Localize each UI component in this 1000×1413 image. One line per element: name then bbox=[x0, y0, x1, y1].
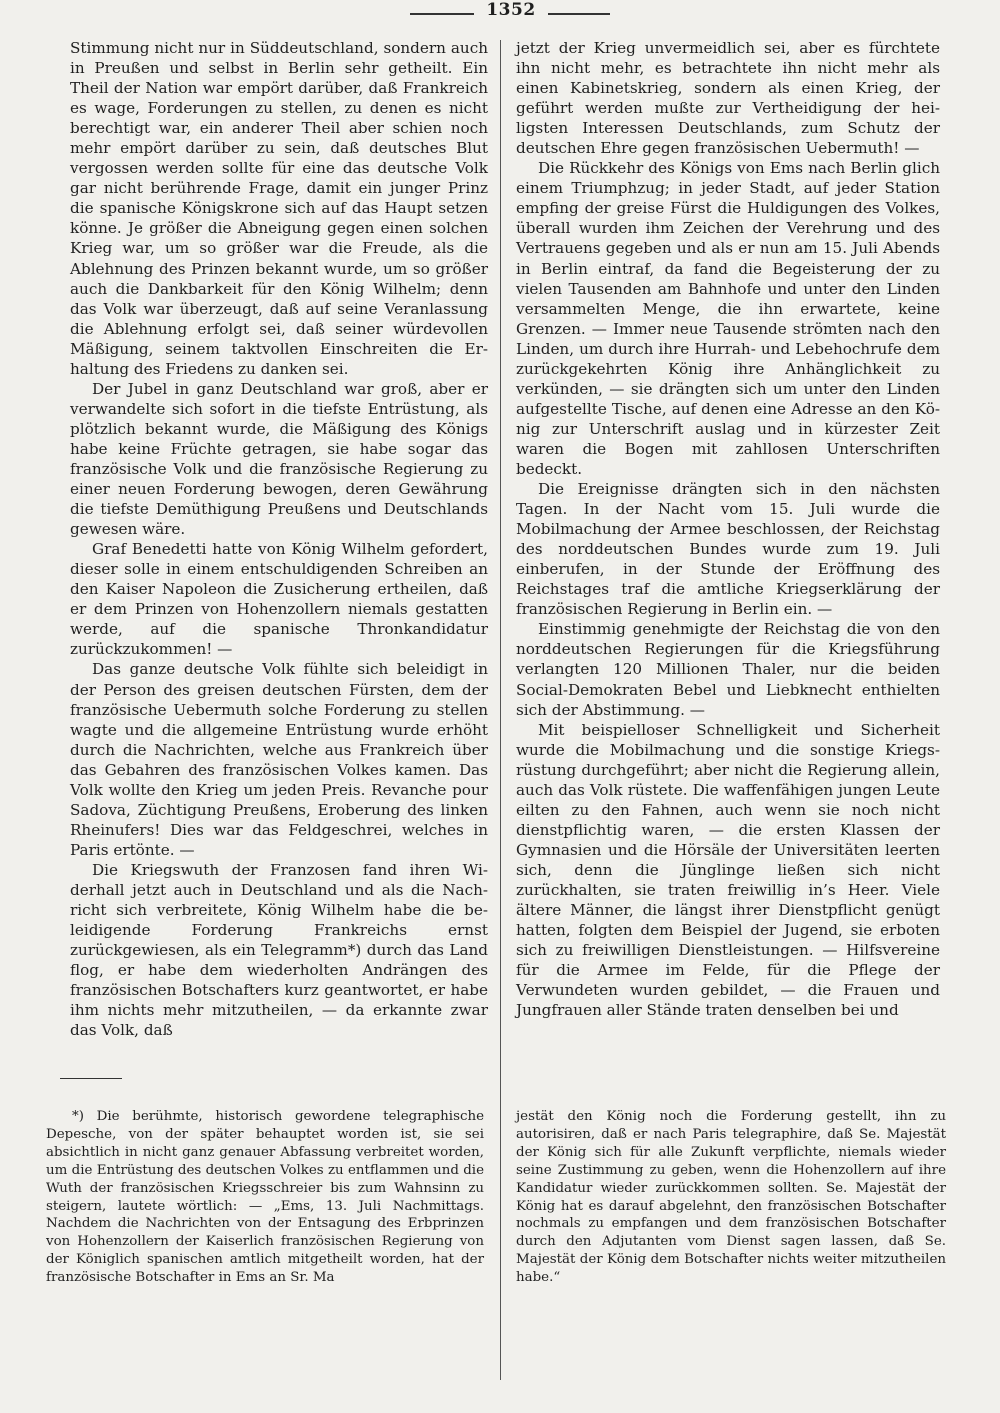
right-paragraph-2: Die Rückkehr des Königs von Ems nach Berlin glich einem Triumphzug; in jeder Stadt, auf jeder Station empfing der greise Fürst die Huldigungen des Volkes, überall wurden ihm Zeichen der Verehrung und des Vertrauens gegeben und als er nun am 15. Juli Abends in Berlin eintraf, da fand die Begeisterung der zu vielen Tausenden am Bahnhofe und unter den Linden versammelten Menge, die ihn erwartete, keine Grenzen. — Immer neue Tausende strömten nach den Linden, um durch ihre Hurrah- und Lebehochrufe dem zurückgekehrten König ihre Anhänglichkeit zu verkünden, — sie drängten sich um unter den Linden aufgestellte Tische, auf denen eine Adresse an den König zur Unterschrift auslag und in kürzester Zeit waren die Bogen mit zahllosen Unterschriften bedeckt. bbox=[516, 159, 940, 478]
footnote-right-column bbox=[516, 1108, 946, 1287]
right-paragraph-5: Mit beispielloser Schnelligkeit und Sicherheit wurde die Mobilmachung und die sonstige Kriegsrüstung durchgeführt; aber nicht die Regierung allein, auch das Volk rüstete. Die waffenfähigen jungen Leute eilten zu den Fahnen, auch wenn sie noch nicht dienstpflichtig waren, — die ersten Klassen der Gymnasien und die Hörsäle der Universitäten leerten sich, denn die Jünglinge ließen sich nicht zurückhalten, sie traten freiwillig in’s Heer. Viele ältere Männer, die längst ihrer Dienstpflicht genügt hatten, folgten dem Beispiel der Jugend, sie erboten sich zu freiwilligen Dienstleistungen. — Hilfsvereine für die Armee im Felde, für die Pflege der Verwundeten wurden gebildet, — die Frauen und Jungfrauen aller Stände traten denselben bei und bbox=[516, 720, 940, 1020]
footnote-rule bbox=[60, 1078, 122, 1079]
right-paragraph-3: Die Ereignisse drängten sich in den nächsten Tagen. In der Nacht vom 15. Juli wurde die Mobilmachung der Armee beschlossen, der Reichstag des norddeutschen Bundes wurde zum 19. Juli einberufen, in der Stunde der Eröffnung des Reichstages traf die amtliche Kriegserklärung der französischen Regierung in Berlin ein. — bbox=[516, 480, 940, 619]
footnote-text-left: *) Die berühmte, historisch gewordene telegraphische Depesche, von der später behauptet worden ist, sie sei absichtlich in nicht ganz genauer Abfassung verbreitet worden, um die Entrüstung des deutschen Volkes zu entflammen und die Wuth der französischen Kriegsschreier bis zum Wahnsinn zu steigern, lautete wörtlich: — „Ems, 13. Juli Nachmittags. Nachdem die Nachrichten von der Entsagung des Erbprinzen von Hohenzollern der Kaiserlich französischen Regierung von der Königlich spanischen amtlich mitgetheilt worden, hat der französische Botschafter in Ems an Sr. Ma bbox=[46, 1109, 484, 1286]
footnote-text-right: jestät den König noch die Forderung gestellt, ihn zu autorisiren, daß er nach Paris telegraphire, daß Se. Majestät der König sich für alle Zukunft verpflichte, niemals wieder seine Zustimmung zu geben, wenn die Hohenzollern auf ihre Kandidatur wieder zurückkommen sollten. Se. Majestät der König hat es darauf abgelehnt, den französischen Botschafter nochmals zu empfangen und dem französischen Botschafter durch den Adjutanten vom Dienst sagen lassen, daß Se. Majestät der König dem Botschafter nichts weiter mitzutheilen habe.“ bbox=[516, 1109, 946, 1286]
page-number: 1352 bbox=[486, 0, 536, 20]
header-rule-left bbox=[410, 13, 474, 15]
right-paragraph-4: Einstimmig genehmigte der Reichstag die von den norddeutschen Regierungen für die Kriegsführung verlangten 120 Millionen Thaler, nur die beiden Social-Demokraten Bebel und Liebknecht enthielten sich der Abstimmung. — bbox=[516, 620, 940, 719]
column-divider bbox=[500, 40, 501, 1380]
page-header bbox=[0, 0, 1000, 26]
left-paragraph-1: Stimmung nicht nur in Süddeutschland, sondern auch in Preußen und selbst in Berlin sehr getheilt. Ein Theil der Nation war empört darüber, daß Frankreich es wage, Forderungen zu stellen, zu denen es nicht berechtigt war, ein anderer Theil aber schien noch mehr empört darüber zu sein, daß deutsches Blut vergossen werden sollte für eine das deutsche Volk gar nicht berührende Frage, damit ein junger Prinz die spanische Königskrone sich auf das Haupt setzen könne. Je größer die Abneigung gegen einen solchen Krieg war, um so größer war die Freude, als die Ablehnung des Prinzen bekannt wurde, um so größer auch die Dankbarkeit für den König Wilhelm; denn das Volk war überzeugt, daß auf seine Veranlassung die Ablehnung erfolgt sei, daß seiner würdevollen Mäßigung, seinem taktvollen Einschreiten die Erhaltung des Friedens zu danken sei. bbox=[70, 39, 488, 378]
header-rule-right bbox=[548, 13, 610, 15]
left-paragraph-3: Graf Benedetti hatte von König Wilhelm gefordert, dieser solle in einem entschuldigenden Schreiben an den Kaiser Napoleon die Zusicherung ertheilen, daß er dem Prinzen von Hohenzollern niemals gestatten werde, auf die spanische Thronkandidatur zurückzukommen! — bbox=[70, 540, 488, 659]
left-column bbox=[70, 38, 488, 1040]
left-paragraph-5: Die Kriegswuth der Franzosen fand ihren Widerhall jetzt auch in Deutschland und als die Nachricht sich verbreitete, König Wilhelm habe die beleidigende Forderung Frankreichs ernst zurückgewiesen, als ein Telegramm*) durch das Land flog, er habe dem wiederholten Andrängen des französischen Botschafters kurz geantwortet, er habe ihm nichts mehr mitzutheilen, — da erkannte zwar das Volk, daß bbox=[70, 860, 488, 1040]
left-paragraph-2: Der Jubel in ganz Deutschland war groß, aber er verwandelte sich sofort in die tiefste Entrüstung, als plötzlich bekannt wurde, die Mäßigung des Königs habe keine Früchte getragen, sie habe sogar das französische Volk und die französische Regierung zu einer neuen Forderung bewogen, deren Gewährung die tiefste Demüthigung Preußens und Deutschlands gewesen wäre. bbox=[70, 379, 488, 539]
right-column bbox=[516, 38, 940, 1020]
right-paragraph-1: jetzt der Krieg unvermeidlich sei, aber es fürchtete ihn nicht mehr, es betrachtete ihn nicht mehr als einen Kabinetskrieg, sondern als einen Krieg, der geführt werden mußte zur Vertheidigung der heiligsten Interessen Deutschlands, zum Schutz der deutschen Ehre gegen französischen Uebermuth! — bbox=[516, 39, 940, 158]
footnote-left-column bbox=[46, 1108, 484, 1287]
left-paragraph-4: Das ganze deutsche Volk fühlte sich beleidigt in der Person des greisen deutschen Fürsten, dem der französische Uebermuth solche Forderung zu stellen wagte und die allgemeine Entrüstung wurde erhöht durch die Nachrichten, welche aus Frankreich über das Gebahren des französischen Volkes kamen. Das Volk wollte den Krieg um jeden Preis. Revanche pour Sadova, Züchtigung Preußens, Eroberung des linken Rheinufers! Dies war das Feldgeschrei, welches in Paris ertönte. — bbox=[70, 660, 488, 859]
